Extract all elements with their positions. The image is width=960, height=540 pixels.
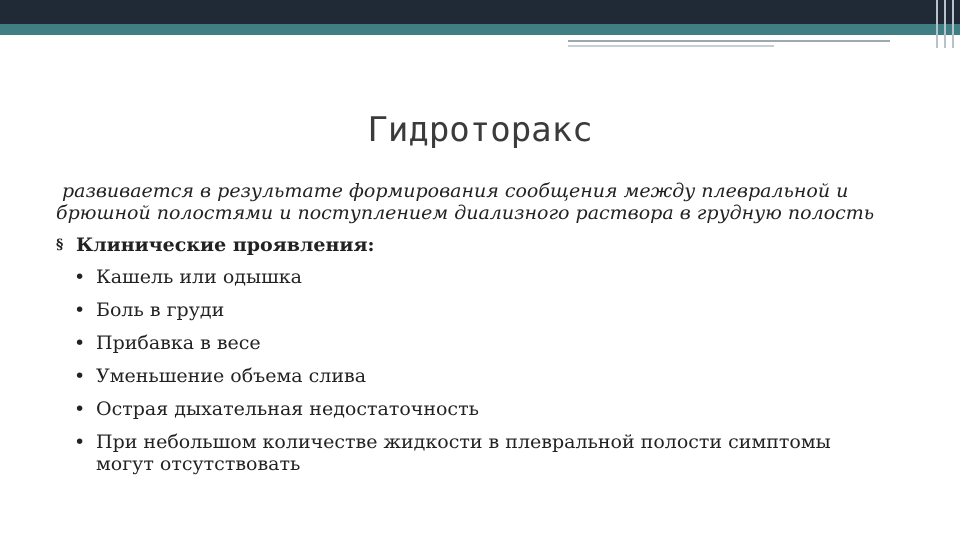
bullet-icon: • (74, 332, 86, 354)
list-item (74, 398, 894, 420)
intro-text (56, 180, 916, 224)
decorative-rule (568, 45, 774, 47)
list-item (74, 332, 894, 354)
intro-line: брюшной полостями и поступлением диализного раствора в грудную полость (56, 202, 875, 224)
list-item (74, 431, 894, 475)
bullet-icon: • (74, 398, 86, 420)
section-heading (56, 234, 916, 256)
section-heading-label: Клинические проявления: (76, 234, 375, 256)
list-item-text: Прибавка в весе (96, 332, 261, 354)
intro-line: развивается в результате формирования сообщения между плевральной и (62, 180, 849, 202)
section-marker-icon: § (56, 237, 64, 253)
slide-title: Гидроторакс (367, 110, 593, 150)
bullet-icon: • (74, 431, 86, 453)
list-item-text: Острая дыхательная недостаточность (96, 398, 479, 420)
list-item-text: Боль в груди (96, 299, 225, 321)
symptom-list (74, 266, 894, 486)
list-item (74, 266, 894, 288)
list-item (74, 365, 894, 387)
header-dark-band (0, 0, 960, 24)
list-item-text: Уменьшение объема слива (96, 365, 367, 387)
bullet-icon: • (74, 299, 86, 321)
list-item (74, 299, 894, 321)
bullet-icon: • (74, 365, 86, 387)
list-item-text: Кашель или одышка (96, 266, 302, 288)
decorative-rule (568, 40, 890, 42)
bullet-icon: • (74, 266, 86, 288)
list-item-text: При небольшом количестве жидкости в плевральной полости симптомы могут отсутствовать (96, 431, 831, 475)
header-accent-band (0, 24, 960, 35)
decorative-stripes (928, 0, 960, 48)
